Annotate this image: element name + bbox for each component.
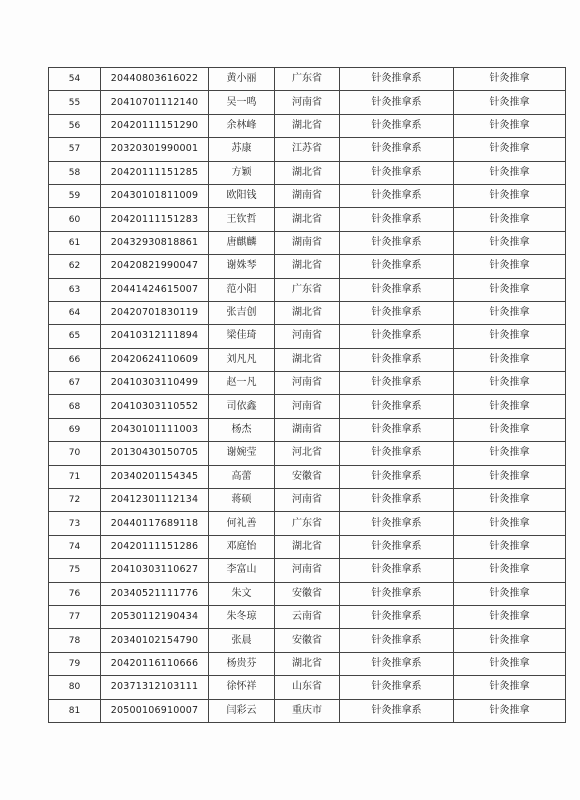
student-name-cell: 何礼善 <box>209 512 275 535</box>
student-id-cell: 20130430150705 <box>101 442 209 465</box>
student-id-cell: 20432930818861 <box>101 231 209 254</box>
major-cell: 针灸推拿 <box>454 278 566 301</box>
major-cell: 针灸推拿 <box>454 652 566 675</box>
department-cell: 针灸推拿系 <box>340 418 454 441</box>
student-id-cell: 20530112190434 <box>101 605 209 628</box>
student-id-cell: 20412301112134 <box>101 489 209 512</box>
department-cell: 针灸推拿系 <box>340 208 454 231</box>
department-cell: 针灸推拿系 <box>340 231 454 254</box>
student-name-cell: 闫彩云 <box>209 699 275 722</box>
province-cell: 湖北省 <box>275 114 340 137</box>
province-cell: 湖北省 <box>275 161 340 184</box>
province-cell: 河南省 <box>275 91 340 114</box>
department-cell: 针灸推拿系 <box>340 652 454 675</box>
department-cell: 针灸推拿系 <box>340 68 454 91</box>
major-cell: 针灸推拿 <box>454 348 566 371</box>
student-name-cell: 司依鑫 <box>209 395 275 418</box>
department-cell: 针灸推拿系 <box>340 489 454 512</box>
student-id-cell: 20440803616022 <box>101 68 209 91</box>
major-cell: 针灸推拿 <box>454 325 566 348</box>
department-cell: 针灸推拿系 <box>340 114 454 137</box>
row-number-cell: 66 <box>49 348 101 371</box>
province-cell: 湖南省 <box>275 418 340 441</box>
major-cell: 针灸推拿 <box>454 208 566 231</box>
row-number-cell: 80 <box>49 676 101 699</box>
student-name-cell: 杨杰 <box>209 418 275 441</box>
province-cell: 湖北省 <box>275 301 340 324</box>
student-id-cell: 20371312103111 <box>101 676 209 699</box>
row-number-cell: 64 <box>49 301 101 324</box>
province-cell: 河南省 <box>275 559 340 582</box>
table-row <box>49 442 566 465</box>
major-cell: 针灸推拿 <box>454 605 566 628</box>
table-row <box>49 114 566 137</box>
row-number-cell: 71 <box>49 465 101 488</box>
student-id-cell: 20420821990047 <box>101 255 209 278</box>
row-number-cell: 75 <box>49 559 101 582</box>
major-cell: 针灸推拿 <box>454 418 566 441</box>
row-number-cell: 74 <box>49 535 101 558</box>
department-cell: 针灸推拿系 <box>340 91 454 114</box>
row-number-cell: 69 <box>49 418 101 441</box>
row-number-cell: 56 <box>49 114 101 137</box>
student-name-cell: 杨贵芬 <box>209 652 275 675</box>
table-row <box>49 465 566 488</box>
student-id-cell: 20430101811009 <box>101 184 209 207</box>
student-name-cell: 赵一凡 <box>209 372 275 395</box>
student-name-cell: 朱冬琼 <box>209 605 275 628</box>
student-id-cell: 20410303110499 <box>101 372 209 395</box>
major-cell: 针灸推拿 <box>454 114 566 137</box>
major-cell: 针灸推拿 <box>454 465 566 488</box>
department-cell: 针灸推拿系 <box>340 535 454 558</box>
student-id-cell: 20420624110609 <box>101 348 209 371</box>
row-number-cell: 62 <box>49 255 101 278</box>
table-row <box>49 68 566 91</box>
student-roster-table <box>48 67 566 723</box>
major-cell: 针灸推拿 <box>454 138 566 161</box>
table-row <box>49 301 566 324</box>
table-row <box>49 231 566 254</box>
student-id-cell: 20500106910007 <box>101 699 209 722</box>
table-row <box>49 512 566 535</box>
student-name-cell: 张吉创 <box>209 301 275 324</box>
department-cell: 针灸推拿系 <box>340 629 454 652</box>
row-number-cell: 72 <box>49 489 101 512</box>
province-cell: 山东省 <box>275 676 340 699</box>
student-id-cell: 20340521111776 <box>101 582 209 605</box>
roster-body <box>49 68 566 723</box>
row-number-cell: 78 <box>49 629 101 652</box>
table-row <box>49 91 566 114</box>
student-name-cell: 王钦哲 <box>209 208 275 231</box>
student-name-cell: 吴一鸣 <box>209 91 275 114</box>
province-cell: 河北省 <box>275 442 340 465</box>
table-row <box>49 582 566 605</box>
student-name-cell: 高蕾 <box>209 465 275 488</box>
major-cell: 针灸推拿 <box>454 512 566 535</box>
department-cell: 针灸推拿系 <box>340 325 454 348</box>
department-cell: 针灸推拿系 <box>340 301 454 324</box>
student-name-cell: 梁佳琦 <box>209 325 275 348</box>
province-cell: 云南省 <box>275 605 340 628</box>
table-row <box>49 535 566 558</box>
major-cell: 针灸推拿 <box>454 301 566 324</box>
student-id-cell: 20320301990001 <box>101 138 209 161</box>
province-cell: 广东省 <box>275 512 340 535</box>
row-number-cell: 81 <box>49 699 101 722</box>
row-number-cell: 55 <box>49 91 101 114</box>
department-cell: 针灸推拿系 <box>340 582 454 605</box>
province-cell: 湖北省 <box>275 208 340 231</box>
row-number-cell: 58 <box>49 161 101 184</box>
student-id-cell: 20420116110666 <box>101 652 209 675</box>
student-name-cell: 欧阳钱 <box>209 184 275 207</box>
student-name-cell: 邓庭怡 <box>209 535 275 558</box>
major-cell: 针灸推拿 <box>454 559 566 582</box>
department-cell: 针灸推拿系 <box>340 184 454 207</box>
table-row <box>49 395 566 418</box>
province-cell: 江苏省 <box>275 138 340 161</box>
department-cell: 针灸推拿系 <box>340 605 454 628</box>
department-cell: 针灸推拿系 <box>340 559 454 582</box>
major-cell: 针灸推拿 <box>454 676 566 699</box>
student-id-cell: 20340102154790 <box>101 629 209 652</box>
province-cell: 河南省 <box>275 489 340 512</box>
student-name-cell: 徐怀祥 <box>209 676 275 699</box>
table-row <box>49 138 566 161</box>
student-name-cell: 方颖 <box>209 161 275 184</box>
table-row <box>49 699 566 722</box>
province-cell: 安徽省 <box>275 465 340 488</box>
row-number-cell: 63 <box>49 278 101 301</box>
student-name-cell: 谢姝琴 <box>209 255 275 278</box>
department-cell: 针灸推拿系 <box>340 442 454 465</box>
province-cell: 安徽省 <box>275 629 340 652</box>
major-cell: 针灸推拿 <box>454 255 566 278</box>
table-row <box>49 208 566 231</box>
row-number-cell: 67 <box>49 372 101 395</box>
student-id-cell: 20441424615007 <box>101 278 209 301</box>
student-name-cell: 黄小丽 <box>209 68 275 91</box>
table-row <box>49 652 566 675</box>
student-name-cell: 朱文 <box>209 582 275 605</box>
student-name-cell: 范小阳 <box>209 278 275 301</box>
row-number-cell: 60 <box>49 208 101 231</box>
student-id-cell: 20420111151290 <box>101 114 209 137</box>
province-cell: 湖北省 <box>275 348 340 371</box>
department-cell: 针灸推拿系 <box>340 395 454 418</box>
student-id-cell: 20410701112140 <box>101 91 209 114</box>
table-row <box>49 372 566 395</box>
department-cell: 针灸推拿系 <box>340 138 454 161</box>
row-number-cell: 70 <box>49 442 101 465</box>
major-cell: 针灸推拿 <box>454 395 566 418</box>
student-id-cell: 20410312111894 <box>101 325 209 348</box>
major-cell: 针灸推拿 <box>454 161 566 184</box>
row-number-cell: 79 <box>49 652 101 675</box>
table-row <box>49 418 566 441</box>
student-id-cell: 20420111151283 <box>101 208 209 231</box>
student-id-cell: 20430101111003 <box>101 418 209 441</box>
student-name-cell: 蒋硕 <box>209 489 275 512</box>
province-cell: 湖北省 <box>275 535 340 558</box>
department-cell: 针灸推拿系 <box>340 465 454 488</box>
student-name-cell: 张晨 <box>209 629 275 652</box>
row-number-cell: 57 <box>49 138 101 161</box>
province-cell: 广东省 <box>275 278 340 301</box>
department-cell: 针灸推拿系 <box>340 699 454 722</box>
province-cell: 安徽省 <box>275 582 340 605</box>
major-cell: 针灸推拿 <box>454 442 566 465</box>
department-cell: 针灸推拿系 <box>340 348 454 371</box>
student-name-cell: 谢婉莹 <box>209 442 275 465</box>
table-row <box>49 325 566 348</box>
student-id-cell: 20410303110552 <box>101 395 209 418</box>
department-cell: 针灸推拿系 <box>340 161 454 184</box>
row-number-cell: 77 <box>49 605 101 628</box>
row-number-cell: 54 <box>49 68 101 91</box>
department-cell: 针灸推拿系 <box>340 372 454 395</box>
student-name-cell: 唐麒麟 <box>209 231 275 254</box>
province-cell: 河南省 <box>275 325 340 348</box>
table-row <box>49 278 566 301</box>
row-number-cell: 61 <box>49 231 101 254</box>
major-cell: 针灸推拿 <box>454 629 566 652</box>
province-cell: 湖北省 <box>275 652 340 675</box>
major-cell: 针灸推拿 <box>454 582 566 605</box>
row-number-cell: 68 <box>49 395 101 418</box>
student-id-cell: 20420111151286 <box>101 535 209 558</box>
student-name-cell: 余林峰 <box>209 114 275 137</box>
province-cell: 湖南省 <box>275 231 340 254</box>
department-cell: 针灸推拿系 <box>340 676 454 699</box>
province-cell: 重庆市 <box>275 699 340 722</box>
major-cell: 针灸推拿 <box>454 231 566 254</box>
student-name-cell: 刘凡凡 <box>209 348 275 371</box>
province-cell: 湖北省 <box>275 255 340 278</box>
table-row <box>49 348 566 371</box>
table-row <box>49 676 566 699</box>
student-id-cell: 20420701830119 <box>101 301 209 324</box>
student-name-cell: 李富山 <box>209 559 275 582</box>
table-row <box>49 184 566 207</box>
student-id-cell: 20410303110627 <box>101 559 209 582</box>
major-cell: 针灸推拿 <box>454 535 566 558</box>
student-id-cell: 20340201154345 <box>101 465 209 488</box>
province-cell: 河南省 <box>275 395 340 418</box>
row-number-cell: 76 <box>49 582 101 605</box>
row-number-cell: 65 <box>49 325 101 348</box>
major-cell: 针灸推拿 <box>454 489 566 512</box>
province-cell: 湖南省 <box>275 184 340 207</box>
table-row <box>49 255 566 278</box>
table-row <box>49 489 566 512</box>
row-number-cell: 73 <box>49 512 101 535</box>
department-cell: 针灸推拿系 <box>340 255 454 278</box>
student-name-cell: 苏康 <box>209 138 275 161</box>
major-cell: 针灸推拿 <box>454 91 566 114</box>
student-id-cell: 20420111151285 <box>101 161 209 184</box>
table-row <box>49 629 566 652</box>
student-id-cell: 20440117689118 <box>101 512 209 535</box>
province-cell: 河南省 <box>275 372 340 395</box>
major-cell: 针灸推拿 <box>454 699 566 722</box>
table-row <box>49 161 566 184</box>
province-cell: 广东省 <box>275 68 340 91</box>
department-cell: 针灸推拿系 <box>340 278 454 301</box>
major-cell: 针灸推拿 <box>454 372 566 395</box>
table-row <box>49 605 566 628</box>
table-row <box>49 559 566 582</box>
row-number-cell: 59 <box>49 184 101 207</box>
major-cell: 针灸推拿 <box>454 68 566 91</box>
major-cell: 针灸推拿 <box>454 184 566 207</box>
department-cell: 针灸推拿系 <box>340 512 454 535</box>
